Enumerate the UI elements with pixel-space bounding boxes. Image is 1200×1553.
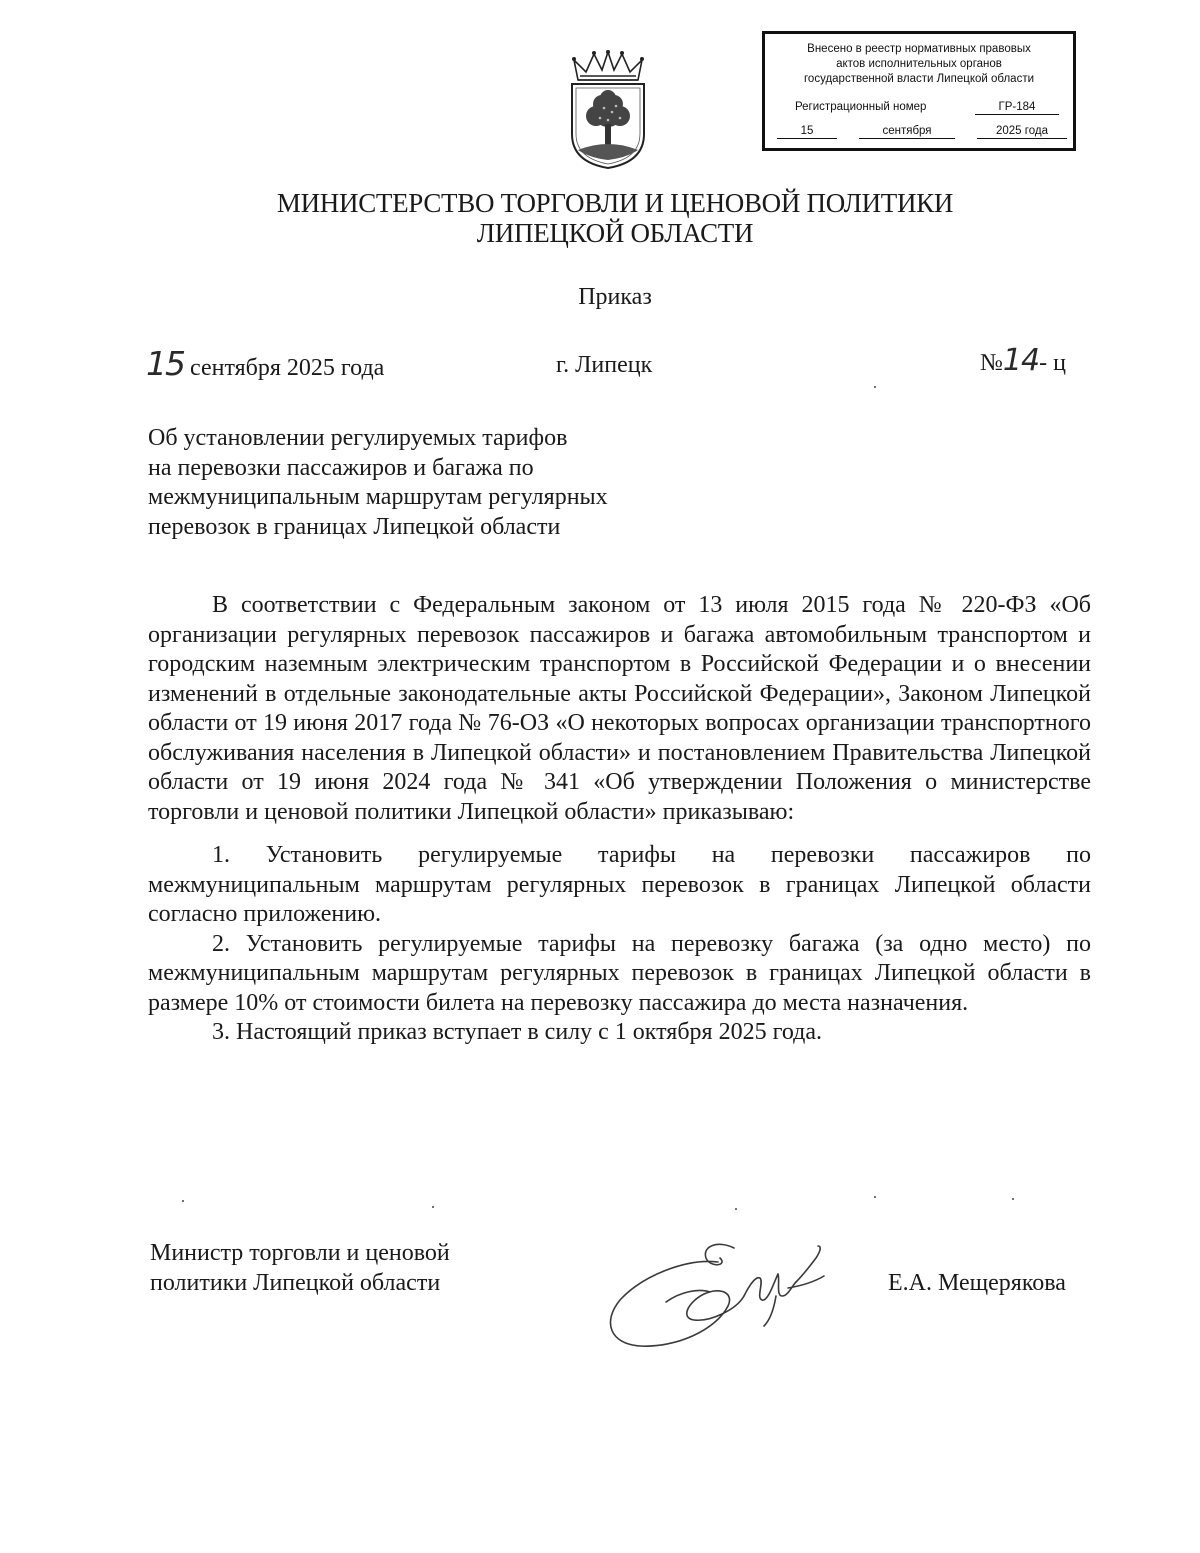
scan-speck: [735, 1208, 737, 1210]
order-subject: [148, 424, 708, 542]
order-body: [148, 591, 1091, 1048]
scan-speck: [874, 1196, 876, 1198]
scan-speck: [874, 386, 876, 388]
subject-line: Об установлении регулируемых тарифов: [148, 425, 568, 451]
signature-icon: [606, 1236, 828, 1354]
order-date: [146, 344, 384, 383]
subject-line: межмуниципальным маршрутам регулярных: [148, 484, 608, 510]
order-number-sign: №: [980, 350, 1003, 376]
stamp-line-1: Внесено в реестр нормативных правовых: [807, 43, 1031, 55]
signatory-title: [150, 1238, 450, 1298]
order-number-value: 14: [1002, 343, 1040, 378]
stamp-year: 2025 года: [977, 124, 1067, 139]
stamp-reg-label: Регистрационный номер: [795, 101, 927, 113]
order-date-day: 15: [146, 344, 184, 383]
order-date-rest: сентября 2025 года: [190, 355, 385, 381]
stamp-reg-number: ГР-184: [975, 100, 1059, 115]
order-item-2: 2. Установить регулируемые тарифы на перевозку багажа (за одно место) по межмуниципальным маршрутам регулярных перевозок в границах Липецкой области в размере 10% от стоимости билета на перевозку пассажира до места назначения.: [148, 930, 1091, 1016]
ministry-name: [200, 188, 1030, 248]
ministry-name-line-2: ЛИПЕЦКОЙ ОБЛАСТИ: [476, 218, 754, 248]
subject-line: перевозок в границах Липецкой области: [148, 513, 561, 540]
signatory-name: Е.А. Мещерякова: [888, 1270, 1066, 1296]
preamble-paragraph: В соответствии с Федеральным законом от 13 июля 2015 года № 220-ФЗ «Об организации регулярных перевозок пассажиров и багажа автомобильным транспортом и городским наземным электрическим транспортом в Российской Федерации и о внесении изменений в отдельные законодательные акты Российской Федерации», Законом Липецкой области от 19 июня 2017 года № 76-ОЗ «О некоторых вопросах организации транспортного обслуживания населения в Липецкой области» и постановлением Правительства Липецкой области от 19 июня 2024 года № 341 «Об утверждении Положения о министерстве торговли и ценовой политики Липецкой области» приказываю:: [148, 592, 1091, 825]
subject-line: на перевозки пассажиров и багажа по: [148, 454, 534, 481]
scan-speck: [1012, 1198, 1014, 1200]
order-number: [980, 343, 1066, 378]
coat-of-arms-icon: [566, 50, 650, 170]
stamp-day: 15: [777, 124, 837, 139]
stamp-line-3: государственной власти Липецкой области: [803, 73, 1035, 85]
signatory-title-line-1: Министр торговли и ценовой: [150, 1240, 450, 1266]
order-item-3: 3. Настоящий приказ вступает в силу с 1 октября 2025 года.: [212, 1019, 823, 1045]
order-city: г. Липецк: [556, 352, 653, 378]
document-type: Приказ: [578, 284, 652, 310]
stamp-line-2: актов исполнительных органов: [836, 58, 1002, 70]
scan-speck: [432, 1206, 434, 1208]
scan-speck: [182, 1200, 184, 1202]
stamp-month: сентября: [859, 124, 955, 139]
order-item-1: 1. Установить регулируемые тарифы на перевозки пассажиров по межмуниципальным маршрутам регулярных перевозок в границах Липецкой области согласно приложению.: [148, 842, 1091, 927]
order-number-suffix: - ц: [1039, 350, 1066, 376]
ministry-name-line-1: МИНИСТЕРСТВО ТОРГОВЛИ И ЦЕНОВОЙ ПОЛИТИКИ: [276, 188, 954, 218]
signatory-title-line-2: политики Липецкой области: [150, 1270, 441, 1296]
registry-stamp: [762, 31, 1076, 151]
